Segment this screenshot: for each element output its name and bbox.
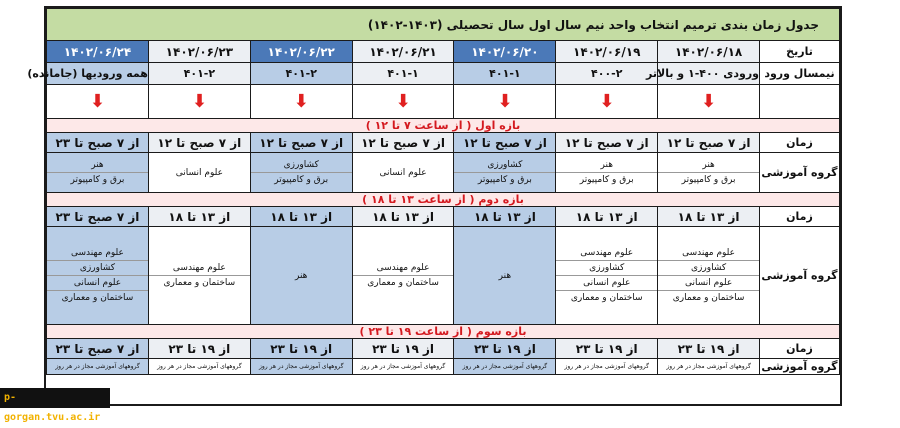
group-cell: گروههای آموزشی مجاز در هر روز — [148, 359, 250, 375]
date-cell: ۱۴۰۲/۰۶/۲۱ — [352, 41, 454, 63]
group-cell — [148, 227, 250, 325]
arrow-row — [47, 85, 840, 119]
time-cell: از ۱۹ تا ۲۳ — [454, 339, 556, 359]
group-item: کشاورزی — [454, 158, 555, 173]
time-cell: از ۷ صبح تا ۱۲ — [556, 133, 658, 153]
time-cell: از ۷ صبح تا ۱۲ — [352, 133, 454, 153]
group-cell — [352, 153, 454, 193]
arrow-cell — [250, 85, 352, 119]
period-label: بازه اول ( از ساعت ۷ تا ۱۲ ) — [47, 119, 840, 133]
group-item: کشاورزی — [47, 261, 148, 276]
group-label: گروه آموزشی — [760, 153, 840, 193]
down-arrow-icon: ⬇ — [293, 91, 309, 112]
semester-label: نیمسال ورود — [760, 63, 840, 85]
time-cell: از ۱۹ تا ۲۳ — [148, 339, 250, 359]
group-item: هنر — [47, 158, 148, 173]
group-item: هنر — [658, 158, 759, 173]
date-row — [47, 41, 840, 63]
group-item: علوم مهندسی — [149, 261, 250, 276]
group-item: ساختمان و معماری — [570, 293, 643, 303]
down-arrow-icon: ⬇ — [395, 91, 411, 112]
time-cell: از ۷ صبح تا ۱۲ — [454, 133, 556, 153]
arrow-cell — [47, 85, 149, 119]
title-row — [47, 9, 840, 41]
period-header-row — [47, 193, 840, 207]
group-item: برق و کامپیوتر — [274, 175, 329, 185]
group-label: گروه آموزشی — [760, 227, 840, 325]
group-item: برق و کامپیوتر — [70, 175, 125, 185]
group-row — [47, 153, 840, 193]
group-item: علوم مهندسی — [47, 246, 148, 261]
date-cell: ۱۴۰۲/۰۶/۲۲ — [250, 41, 352, 63]
period-header-row — [47, 325, 840, 339]
arrow-cell — [352, 85, 454, 119]
group-cell — [454, 227, 556, 325]
group-cell: گروههای آموزشی مجاز در هر روز — [352, 359, 454, 375]
group-item: علوم مهندسی — [353, 261, 454, 276]
group-item: هنر — [556, 158, 657, 173]
time-cell: از ۱۳ تا ۱۸ — [148, 207, 250, 227]
arrow-cell — [556, 85, 658, 119]
group-cell — [658, 227, 760, 325]
group-cell — [556, 227, 658, 325]
group-item: علوم انسانی — [47, 276, 148, 291]
date-cell: ۱۴۰۲/۰۶/۱۸ — [658, 41, 760, 63]
time-cell: از ۱۳ تا ۱۸ — [250, 207, 352, 227]
group-row — [47, 227, 840, 325]
date-cell: ۱۴۰۲/۰۶/۲۰ — [454, 41, 556, 63]
group-cell — [454, 153, 556, 193]
group-item: کشاورزی — [251, 158, 352, 173]
group-cell: گروههای آموزشی مجاز در هر روز — [250, 359, 352, 375]
group-item: علوم انسانی — [658, 276, 759, 291]
time-label: زمان — [760, 207, 840, 227]
time-cell: از ۷ صبح تا ۱۲ — [658, 133, 760, 153]
semester-row — [47, 63, 840, 85]
time-cell: از ۷ صبح تا ۲۳ — [47, 339, 149, 359]
period-label: بازه دوم ( از ساعت ۱۳ تا ۱۸ ) — [47, 193, 840, 207]
arrow-cell — [148, 85, 250, 119]
time-cell: از ۷ صبح تا ۱۲ — [250, 133, 352, 153]
arrow-cell — [454, 85, 556, 119]
group-cell — [352, 227, 454, 325]
group-cell: گروههای آموزشی مجاز در هر روز — [47, 359, 149, 375]
time-cell: از ۱۳ تا ۱۸ — [352, 207, 454, 227]
time-cell: از ۱۳ تا ۱۸ — [454, 207, 556, 227]
time-cell: از ۷ صبح تا ۱۲ — [148, 133, 250, 153]
period-label: بازه سوم ( از ساعت ۱۹ تا ۲۳ ) — [47, 325, 840, 339]
group-label: گروه آموزشی — [761, 360, 838, 373]
group-cell — [47, 153, 149, 193]
group-item: ساختمان و معماری — [61, 293, 134, 303]
semester-cell: ۴۰۱-۲ — [250, 63, 352, 85]
group-item: علوم مهندسی — [658, 246, 759, 261]
arrow-cell — [658, 85, 760, 119]
semester-cell: ورودی ۴۰۰-۱ و بالاتر — [658, 63, 760, 85]
group-cell: گروههای آموزشی مجاز در هر روز — [556, 359, 658, 375]
date-cell: ۱۴۰۲/۰۶/۱۹ — [556, 41, 658, 63]
time-label: زمان — [760, 133, 840, 153]
group-item: هنر — [498, 270, 512, 281]
group-cell — [47, 227, 149, 325]
time-cell: از ۱۹ تا ۲۳ — [658, 339, 760, 359]
semester-cell: ۴۰۰-۲ — [556, 63, 658, 85]
down-arrow-icon: ⬇ — [497, 91, 513, 112]
arrow-label-empty — [760, 85, 840, 119]
time-row — [47, 207, 840, 227]
period-header-row — [47, 119, 840, 133]
group-item: ساختمان و معماری — [367, 278, 439, 288]
group-cell — [250, 227, 352, 325]
group-row — [47, 359, 840, 375]
time-label: زمان — [760, 339, 840, 359]
group-item: برق و کامپیوتر — [579, 175, 634, 185]
group-cell — [250, 153, 352, 193]
group-item: کشاورزی — [556, 261, 657, 276]
date-label: تاریخ — [760, 41, 840, 63]
group-item: برق و کامپیوتر — [681, 175, 736, 185]
group-item: ساختمان و معماری — [672, 293, 745, 303]
group-cell — [556, 153, 658, 193]
group-cell: گروههای آموزشی مجاز در هر روز — [454, 359, 556, 375]
group-item: ساختمان و معماری — [163, 278, 236, 288]
semester-cell: ۴۰۱-۱ — [454, 63, 556, 85]
group-item: علوم مهندسی — [556, 246, 657, 261]
date-cell: ۱۴۰۲/۰۶/۲۳ — [148, 41, 250, 63]
site-watermark: p-gorgan.tvu.ac.ir — [0, 388, 110, 408]
semester-cell: همه ورودیها (جامانده) — [47, 63, 149, 85]
group-cell — [148, 153, 250, 193]
group-cell — [658, 153, 760, 193]
time-cell: از ۱۳ تا ۱۸ — [658, 207, 760, 227]
time-row — [47, 133, 840, 153]
time-cell: از ۱۹ تا ۲۳ — [352, 339, 454, 359]
down-arrow-icon: ⬇ — [89, 91, 106, 112]
group-item: برق و کامپیوتر — [477, 175, 532, 185]
down-arrow-icon: ⬇ — [701, 91, 717, 112]
group-item: علوم انسانی — [379, 167, 427, 178]
time-cell: از ۱۹ تا ۲۳ — [556, 339, 658, 359]
group-item: کشاورزی — [658, 261, 759, 276]
time-row — [47, 339, 840, 359]
time-cell: از ۷ صبح تا ۲۳ — [47, 207, 149, 227]
time-cell: از ۱۹ تا ۲۳ — [250, 339, 352, 359]
group-item: علوم انسانی — [175, 167, 223, 178]
down-arrow-icon: ⬇ — [191, 91, 207, 112]
group-cell: گروههای آموزشی مجاز در هر روز — [658, 359, 760, 375]
schedule-table — [27, 8, 840, 375]
group-item: علوم انسانی — [556, 276, 657, 291]
group-item: هنر — [294, 270, 308, 281]
table-title: جدول زمان بندی ترمیم انتخاب واحد نیم سال اول سال تحصیلی (۱۴۰۳-۱۴۰۲) — [47, 9, 840, 41]
time-cell: از ۷ صبح تا ۲۳ — [47, 133, 149, 153]
time-cell: از ۱۳ تا ۱۸ — [556, 207, 658, 227]
schedule-frame — [27, 6, 842, 406]
down-arrow-icon: ⬇ — [599, 91, 615, 112]
semester-cell: ۴۰۱-۲ — [148, 63, 250, 85]
semester-cell: ۴۰۱-۱ — [352, 63, 454, 85]
date-cell: ۱۴۰۲/۰۶/۲۴ — [47, 41, 149, 63]
